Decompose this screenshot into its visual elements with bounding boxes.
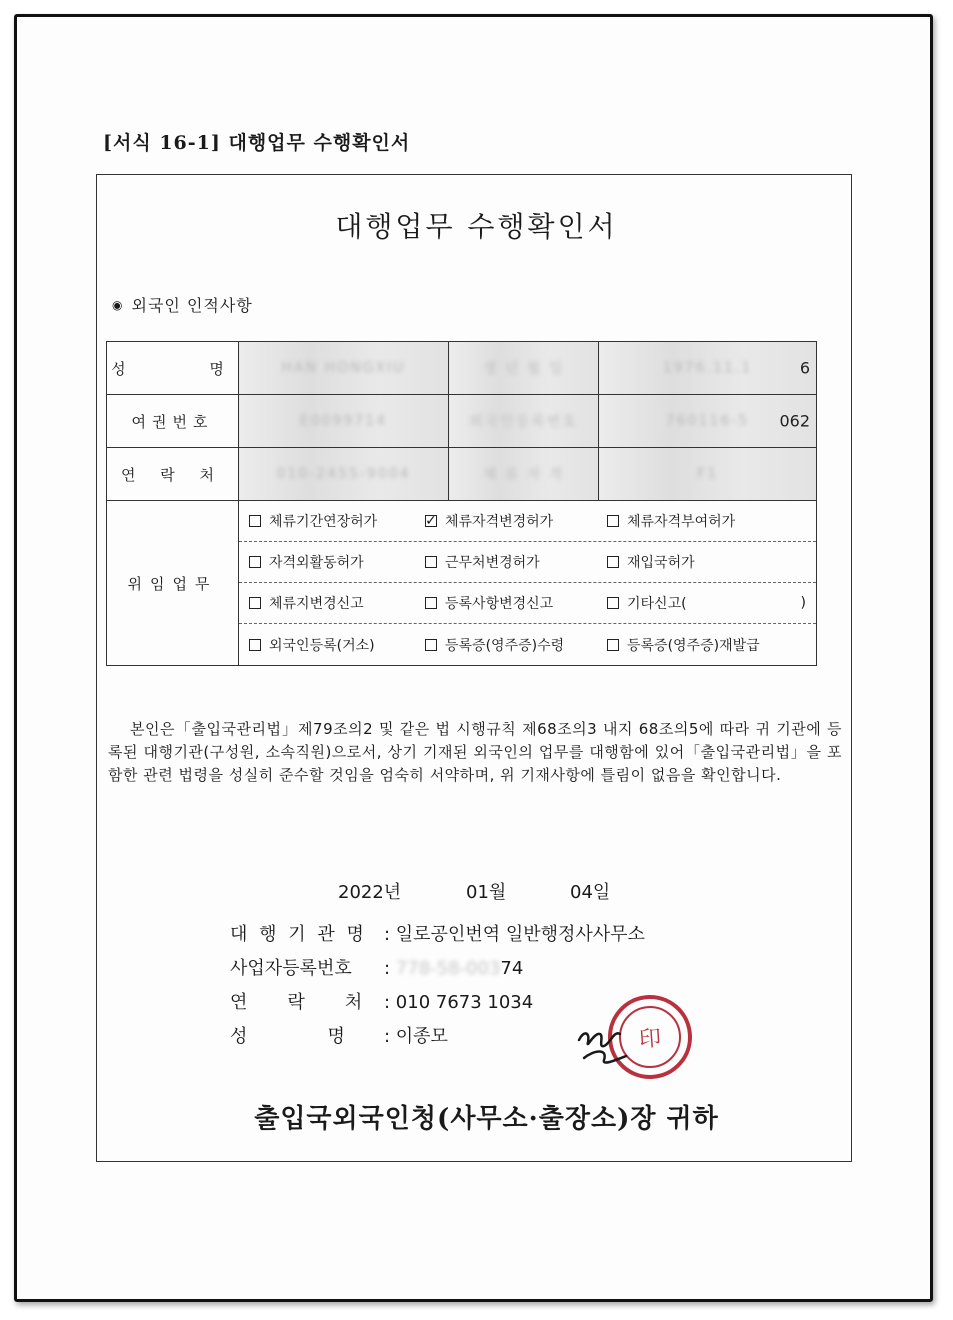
- duty-option[interactable]: [425, 593, 607, 613]
- duties-label: 위임업무: [107, 501, 239, 666]
- checkbox[interactable]: [425, 639, 437, 651]
- bullet-icon: ◉: [112, 298, 124, 312]
- agency-biz-label: 사업자등록번호: [230, 958, 352, 979]
- checkbox[interactable]: [249, 639, 261, 651]
- duty-label: 체류자격변경허가: [445, 514, 554, 530]
- handwritten-signature: [574, 1010, 644, 1070]
- duty-label: 외국인등록(거소): [269, 637, 375, 654]
- name-value: [239, 342, 449, 395]
- checkbox[interactable]: [425, 597, 437, 609]
- duty-label: 기타신고(: [627, 596, 687, 612]
- table-row: [107, 448, 817, 501]
- contact-value: [239, 448, 449, 501]
- birthdate-label: [449, 342, 599, 395]
- duty-option[interactable]: [239, 593, 425, 613]
- duty-label: 등록사항변경신고: [445, 596, 554, 612]
- duty-option[interactable]: [239, 511, 425, 531]
- date-year: 2022년: [338, 882, 402, 903]
- agency-biz-row: [230, 952, 645, 986]
- agency-name-label: 대 행 기 관 명: [230, 924, 367, 945]
- checkbox[interactable]: [249, 556, 261, 568]
- duty-row: [239, 501, 816, 542]
- agency-name-value: : 일로공인번역 일반행정사사무소: [384, 924, 645, 945]
- duty-option[interactable]: [607, 635, 816, 655]
- agency-biz-value: [384, 952, 523, 986]
- checkbox[interactable]: [249, 597, 261, 609]
- date-day: 04일: [570, 882, 611, 903]
- visible-tail: 062: [779, 411, 810, 431]
- agency-name-row: [230, 918, 645, 952]
- duty-label: 체류지변경신고: [269, 596, 364, 612]
- pledge-body: 본인은「출입국관리법」제79조의2 및 같은 법 시행규칙 제68조의3 내지 68조의5에 따라 귀 기관에 등록된 대행기관(구성원, 소속직원)으로서, 상기 기재된 외국인의 업무를 대행함에 있어「출입국관리법」을 포함한 관련 법령을 성실히 준수할 것임을 엄숙히 서약하며, 위 기재사항에 틀림이 없음을 확인합니다.: [108, 720, 842, 784]
- document-title: 대행업무 수행확인서: [335, 210, 618, 243]
- duty-row: [239, 542, 816, 583]
- agency-person-label: 성 명: [230, 1026, 345, 1047]
- duty-option[interactable]: [425, 511, 607, 531]
- duty-label: 체류기간연장허가: [269, 514, 378, 530]
- duty-label: 재입국허가: [627, 555, 695, 571]
- other-close-paren: ): [800, 595, 806, 611]
- duty-row: [239, 583, 816, 624]
- table-row: [107, 395, 817, 448]
- section-title: 외국인 인적사항: [131, 296, 253, 315]
- checkbox[interactable]: [607, 639, 619, 651]
- duty-label: 자격외활동허가: [269, 555, 364, 571]
- agency-person-value: : 이종모: [384, 1026, 448, 1047]
- redacted-text: E0099714: [299, 413, 388, 429]
- checkbox[interactable]: [607, 597, 619, 609]
- info-table: [106, 341, 817, 666]
- duty-option[interactable]: [607, 552, 816, 572]
- redacted-text: 외국인등록번호: [469, 414, 578, 430]
- duty-label: 체류자격부여허가: [627, 514, 736, 530]
- date-month: 01월: [466, 882, 507, 903]
- table-row: [107, 501, 817, 666]
- duty-label: 등록증(영주증)재발급: [627, 637, 760, 654]
- biz-prefix: :: [384, 958, 396, 979]
- redacted-text: HAN HONGXIU: [281, 360, 406, 376]
- duty-option[interactable]: [425, 552, 607, 572]
- registration-value: [599, 395, 817, 448]
- checkbox[interactable]: ✓: [425, 513, 437, 529]
- registration-label: [449, 395, 599, 448]
- agency-contact-value: : 010 7673 1034: [384, 992, 534, 1013]
- seal-text: 印: [638, 1025, 662, 1053]
- duty-option[interactable]: [239, 552, 425, 572]
- name-label: 성 명: [107, 342, 239, 395]
- checkbox[interactable]: [607, 556, 619, 568]
- biz-tail: 74: [500, 958, 524, 979]
- redacted-text: 760116-5: [665, 413, 750, 429]
- duty-label: 근무처변경허가: [445, 555, 540, 571]
- agency-contact-label: 연 락 처: [230, 992, 363, 1013]
- visible-tail: 6: [799, 358, 810, 378]
- passport-value: [239, 395, 449, 448]
- duty-label: 등록증(영주증)수령: [445, 637, 565, 654]
- table-row: [107, 342, 817, 395]
- duties-cell: [239, 501, 817, 666]
- status-label: [449, 448, 599, 501]
- passport-label: 여권번호: [107, 395, 239, 448]
- checkbox[interactable]: [425, 556, 437, 568]
- duty-option[interactable]: [425, 635, 607, 655]
- redacted-text: 체 류 자 격: [482, 467, 565, 483]
- section-heading: [112, 293, 253, 316]
- redacted-text: 1976.11.1: [662, 360, 753, 376]
- redacted-text: 010-2455-9004: [276, 466, 411, 482]
- redacted-text: F1: [697, 466, 718, 482]
- form-code: [서식 16-1] 대행업무 수행확인서: [103, 132, 411, 154]
- birthdate-value: [599, 342, 817, 395]
- checkbox[interactable]: [249, 515, 261, 527]
- redacted-text: 778-58-003: [395, 958, 501, 979]
- duty-option[interactable]: [607, 511, 816, 531]
- duty-option[interactable]: [239, 635, 425, 655]
- redacted-text: 생 년 월 일: [482, 361, 565, 377]
- duty-option[interactable]: [607, 593, 816, 613]
- status-value: [599, 448, 817, 501]
- duty-row: [239, 624, 816, 665]
- pledge-text: [108, 718, 842, 787]
- checkbox[interactable]: [607, 515, 619, 527]
- contact-label: 연 락 처: [107, 448, 239, 501]
- recipient-line: 출입국외국인청(사무소·출장소)장 귀하: [254, 1104, 719, 1134]
